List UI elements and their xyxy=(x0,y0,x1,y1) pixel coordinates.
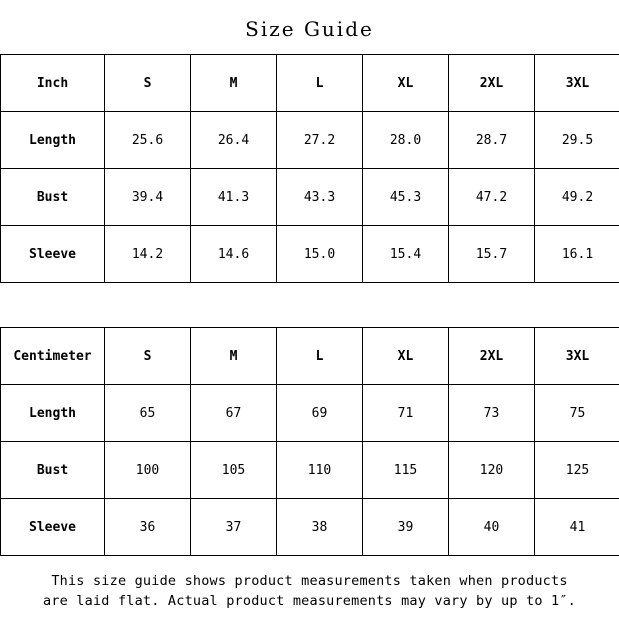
cell-length-2xl: 28.7 xyxy=(449,112,535,169)
table-row xyxy=(1,169,619,226)
cell-bust-2xl: 47.2 xyxy=(449,169,535,226)
cell-sleeve-2xl: 15.7 xyxy=(449,226,535,283)
unit-label-inch: Inch xyxy=(1,55,105,112)
size-table-inch xyxy=(0,54,619,283)
cell-sleeve-s: 14.2 xyxy=(105,226,191,283)
cell-length-3xl: 75 xyxy=(535,385,619,442)
cell-bust-s: 100 xyxy=(105,442,191,499)
cell-sleeve-l: 15.0 xyxy=(277,226,363,283)
cell-sleeve-3xl: 16.1 xyxy=(535,226,619,283)
cell-length-xl: 28.0 xyxy=(363,112,449,169)
size-header-l: L xyxy=(277,328,363,385)
size-header-m: M xyxy=(191,55,277,112)
cell-sleeve-3xl: 41 xyxy=(535,499,619,556)
cell-length-l: 27.2 xyxy=(277,112,363,169)
cell-length-s: 25.6 xyxy=(105,112,191,169)
cell-sleeve-m: 37 xyxy=(191,499,277,556)
cell-bust-s: 39.4 xyxy=(105,169,191,226)
cell-length-m: 67 xyxy=(191,385,277,442)
row-label-bust: Bust xyxy=(1,169,105,226)
cell-length-3xl: 29.5 xyxy=(535,112,619,169)
table-row xyxy=(1,112,619,169)
size-header-s: S xyxy=(105,328,191,385)
size-header-2xl: 2XL xyxy=(449,55,535,112)
footnote-line-2: are laid flat. Actual product measurements may vary by up to 1″. xyxy=(43,592,576,609)
cell-bust-3xl: 49.2 xyxy=(535,169,619,226)
size-header-xl: XL xyxy=(363,55,449,112)
cell-sleeve-m: 14.6 xyxy=(191,226,277,283)
size-header-3xl: 3XL xyxy=(535,55,619,112)
cell-sleeve-xl: 39 xyxy=(363,499,449,556)
cell-length-s: 65 xyxy=(105,385,191,442)
table-row xyxy=(1,499,619,556)
cell-length-2xl: 73 xyxy=(449,385,535,442)
cell-length-l: 69 xyxy=(277,385,363,442)
row-label-sleeve: Sleeve xyxy=(1,499,105,556)
cell-sleeve-l: 38 xyxy=(277,499,363,556)
cell-bust-xl: 45.3 xyxy=(363,169,449,226)
cell-bust-3xl: 125 xyxy=(535,442,619,499)
size-header-3xl: 3XL xyxy=(535,328,619,385)
table-spacer xyxy=(0,283,619,327)
cell-sleeve-s: 36 xyxy=(105,499,191,556)
row-label-length: Length xyxy=(1,385,105,442)
unit-label-centimeter: Centimeter xyxy=(1,328,105,385)
size-table-centimeter xyxy=(0,327,619,556)
cell-bust-m: 105 xyxy=(191,442,277,499)
table-header-row xyxy=(1,55,619,112)
row-label-sleeve: Sleeve xyxy=(1,226,105,283)
cell-bust-l: 43.3 xyxy=(277,169,363,226)
cell-bust-2xl: 120 xyxy=(449,442,535,499)
size-header-m: M xyxy=(191,328,277,385)
row-label-bust: Bust xyxy=(1,442,105,499)
table-row xyxy=(1,226,619,283)
row-label-length: Length xyxy=(1,112,105,169)
cell-bust-l: 110 xyxy=(277,442,363,499)
size-header-xl: XL xyxy=(363,328,449,385)
cell-length-m: 26.4 xyxy=(191,112,277,169)
footnote xyxy=(0,556,619,611)
page-title: Size Guide xyxy=(245,17,374,41)
table-row xyxy=(1,442,619,499)
cell-bust-m: 41.3 xyxy=(191,169,277,226)
cell-sleeve-xl: 15.4 xyxy=(363,226,449,283)
size-header-2xl: 2XL xyxy=(449,328,535,385)
size-header-s: S xyxy=(105,55,191,112)
size-header-l: L xyxy=(277,55,363,112)
cell-bust-xl: 115 xyxy=(363,442,449,499)
footnote-line-1: This size guide shows product measurements taken when products xyxy=(51,573,568,589)
cell-sleeve-2xl: 40 xyxy=(449,499,535,556)
table-row xyxy=(1,385,619,442)
table-header-row xyxy=(1,328,619,385)
cell-length-xl: 71 xyxy=(363,385,449,442)
